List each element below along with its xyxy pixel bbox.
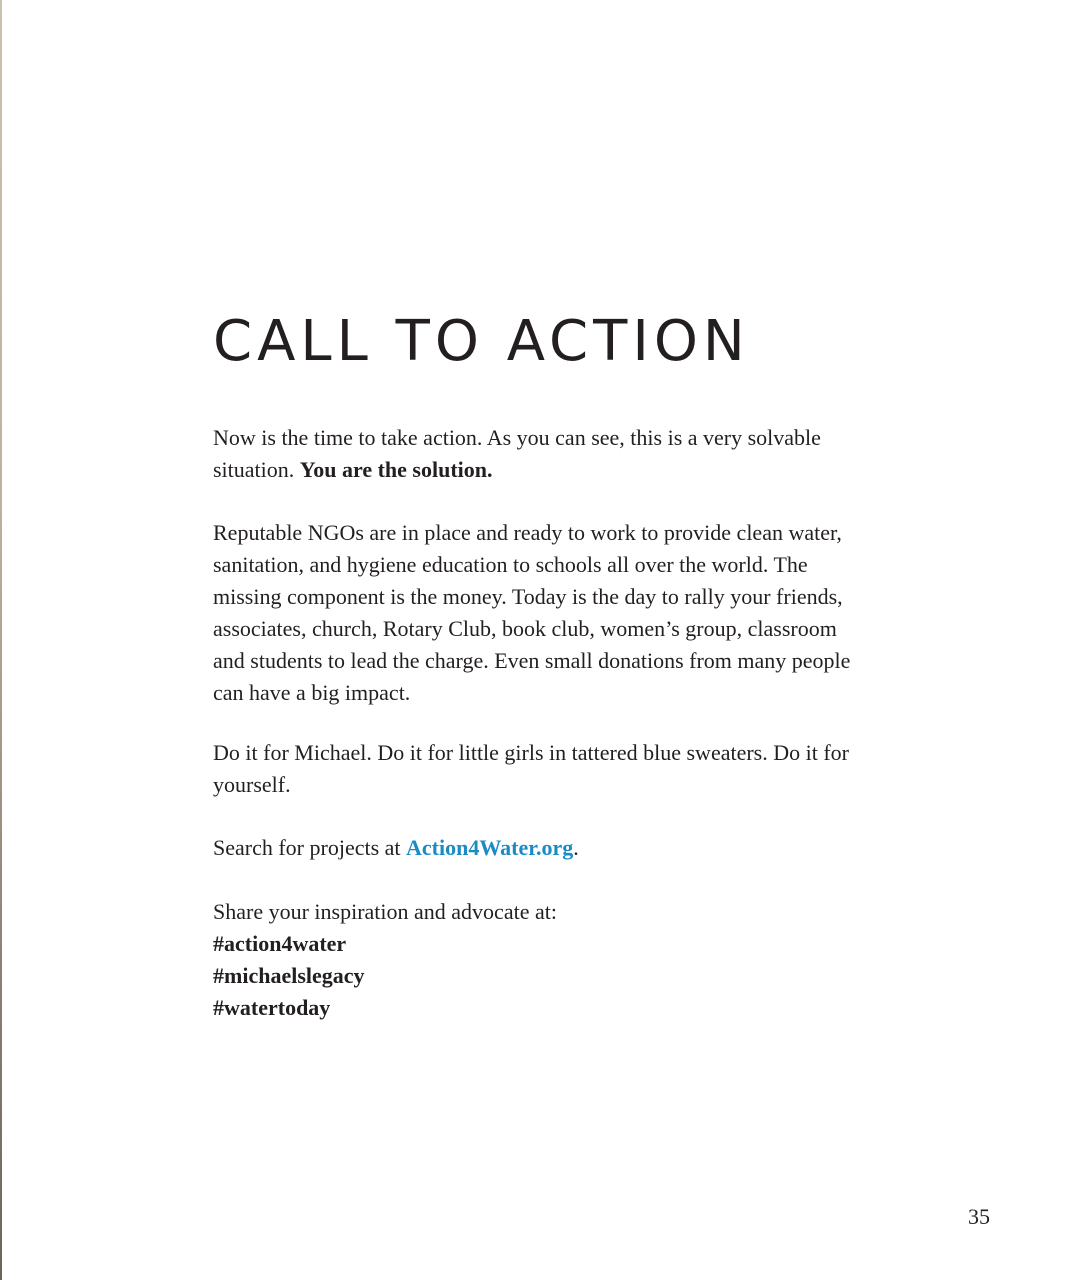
intro-emphasis: You are the solution. (299, 457, 493, 482)
intro-text: Now is the time to take action. As you can see, this is a very solvable situation. (213, 425, 821, 482)
action4water-link[interactable]: Action4Water.org (406, 835, 574, 860)
hashtag-watertoday[interactable]: #watertoday (213, 995, 331, 1020)
hashtag-michaelslegacy[interactable]: #michaelslegacy (213, 963, 365, 988)
search-text: Search for projects at (213, 835, 401, 860)
page-edge (0, 0, 2, 1280)
search-paragraph (213, 832, 863, 864)
ngo-paragraph (213, 517, 863, 709)
motivation-paragraph (213, 737, 863, 801)
hashtag-action4water[interactable]: #action4water (213, 931, 347, 956)
motivation-text: Do it for Michael. Do it for little girls in tattered blue sweaters. Do it for yourself. (213, 740, 850, 797)
share-section (213, 896, 863, 1024)
page-title: CALL TO ACTION (213, 309, 750, 374)
share-text: Share your inspiration and advocate at: (213, 899, 557, 924)
search-period: . (573, 835, 579, 860)
page-number: 35 (968, 1204, 990, 1229)
ngo-text: Reputable NGOs are in place and ready to work to provide clean water, sanitation, and hygiene education to schools all over the world. The missing component is the money. Today is the day to rally your friends, associates, church, Rotary Club, book club, women’s group, classroom and students to lead the charge. Even small donations from many people can have a big impact. (213, 520, 851, 705)
intro-paragraph (213, 422, 863, 486)
